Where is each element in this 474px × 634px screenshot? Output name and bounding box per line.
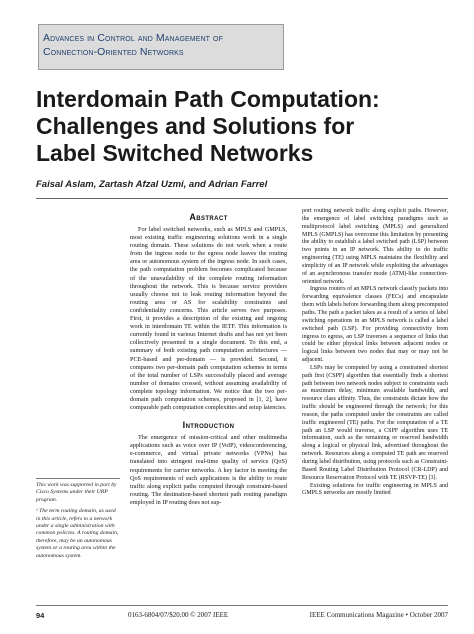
- page-number: 94: [36, 611, 45, 620]
- body-paragraph-3: LSPs may be computed by using a constrained shortest path first (CSPF) algorithm that essentially finds a shortest path between two network nodes subject to constraints such as maximum delay, minimum available bandwidth, and resource class affinity. Thus, the constraints dictate how the traffic should be engineered through the network; for this reason, the paths computed under the constraints are called traffic engineered (TE) paths. For the computation of a TE path an LSP would traverse, a CSPF algorithm uses TE information, such as the remaining or reserved bandwidth along a logical or physical link, advertised throughout the network. Resources along a computed TE path are reserved during label distribution, using protocols such as Constraint-Based Routing Label Distribution Protocol (CR-LDP) and Resource Reservation Protocol with TE (RSVP-TE) [3].: [302, 364, 448, 481]
- body-paragraph-2: Ingress routers of an MPLS network classify packets into forwarding equivalence classes (FECs) and encapsulate them with labels before forwarding them along precomputed paths. The path a packet takes as a result of a series of label switching operations in an MPLS network is called a label switched path (LSP). For providing connectivity from ingress to egress, an LSP traverses a sequence of links that could be either physical links between adjacent nodes or logical links between two nodes that may or may not be adjacent.: [302, 286, 448, 364]
- series-topic-line-2: Connection-Oriented Networks: [43, 46, 184, 58]
- footnote-routing-domain: ¹ The term routing domain, as used in this article, refers to a network under a single administration with common policies. A routing domain, therefore, may be an autonomous system or a routing area within the autonomous system.: [36, 508, 119, 559]
- title-divider: [36, 198, 448, 199]
- abstract-text: For label switched networks, such as MPLS and GMPLS, most existing traffic engineering solutions work in a single routing domain. These solutions do not work when a route from the ingress node to the egress node leaves the routing area or autonomous system of the ingress node. In such cases, the path computation problem becomes complicated because of the unavailability of the complete routing information throughout the network. This is because service providers usually choose not to leak routing information beyond the routing area or AS for scalability constraints and confidentiality concerns. This article serves two purposes. First, it provides a description of the existing and ongoing work in interdomain TE within the IETF. This information is currently found in various Internet drafts and has not yet been collectively presented in a single document. To this end, a summary of both existing path computation architectures — PCE-based and per-domain — is provided. Second, it compares two per-domain path computation schemes in terms of the total number of LSPs successfully placed and average number of domains crossed, without assuming availability of complete topology information. We notice that the two per-domain path computation schemes, proposed in [1, 2], have comparable path computation complexities and setup latencies.: [130, 226, 287, 412]
- series-topic-line-1: Advances in Control and Management of: [43, 32, 223, 44]
- footnote-funding: This work was supported in part by Cisco Systems under their URP program.: [36, 482, 117, 503]
- article-title-line-3: Label Switched Networks: [36, 140, 314, 166]
- abstract-heading: Abstract: [189, 212, 228, 222]
- publication-info: 0163-6804/07/$20.00 © 2007 IEEE: [128, 611, 229, 619]
- introduction-heading: Introduction: [182, 420, 235, 431]
- footnotes: [36, 478, 120, 564]
- article-title-line-2: Challenges and Solutions for: [36, 113, 355, 139]
- article-title-line-1: Interdomain Path Computation:: [36, 86, 380, 112]
- column-right: [302, 208, 448, 498]
- series-topic-box: [38, 24, 284, 70]
- footer-divider: [36, 605, 448, 606]
- magazine-info: IEEE Communications Magazine • October 2007: [309, 611, 448, 619]
- footnote-divider: [36, 478, 120, 479]
- body-paragraph-1: port routing network traffic along explicit paths. However, the emergence of label switching paradigms such as multiprotocol label switching (MPLS) and generalized MPLS (GMPLS) has overcome this limitation by presenting the ability to establish a label switched path (LSP) between two points in an IP network. This ability to do traffic engineering (TE) using MPLS maintains the flexibility and simplicity of an IP network while exploiting the advantages of an asynchronous transfer mode (ATM)-like connection-oriented network.: [302, 208, 448, 285]
- author-list: Faisal Aslam, Zartash Afzal Uzmi, and Adrian Farrel: [36, 179, 268, 190]
- body-paragraph-4: Existing solutions for traffic engineering in MPLS and GMPLS networks are mostly limited: [302, 482, 448, 497]
- article-title: [36, 86, 446, 167]
- introduction-text: The emergence of mission-critical and other multimedia applications such as voice over IP (VoIP), videoconferencing, e-commerce, and virtual private networks (VPNs) has translated into stringent real-time quality of service (QoS) requirements for carrier networks. A key factor in meeting the QoS requirements of such applications is the ability to route traffic along explicit paths computed through constraint-based routing. The destination-based shortest path routing paradigm employed in IP routing does not sup-: [130, 434, 287, 506]
- column-left: [130, 212, 287, 507]
